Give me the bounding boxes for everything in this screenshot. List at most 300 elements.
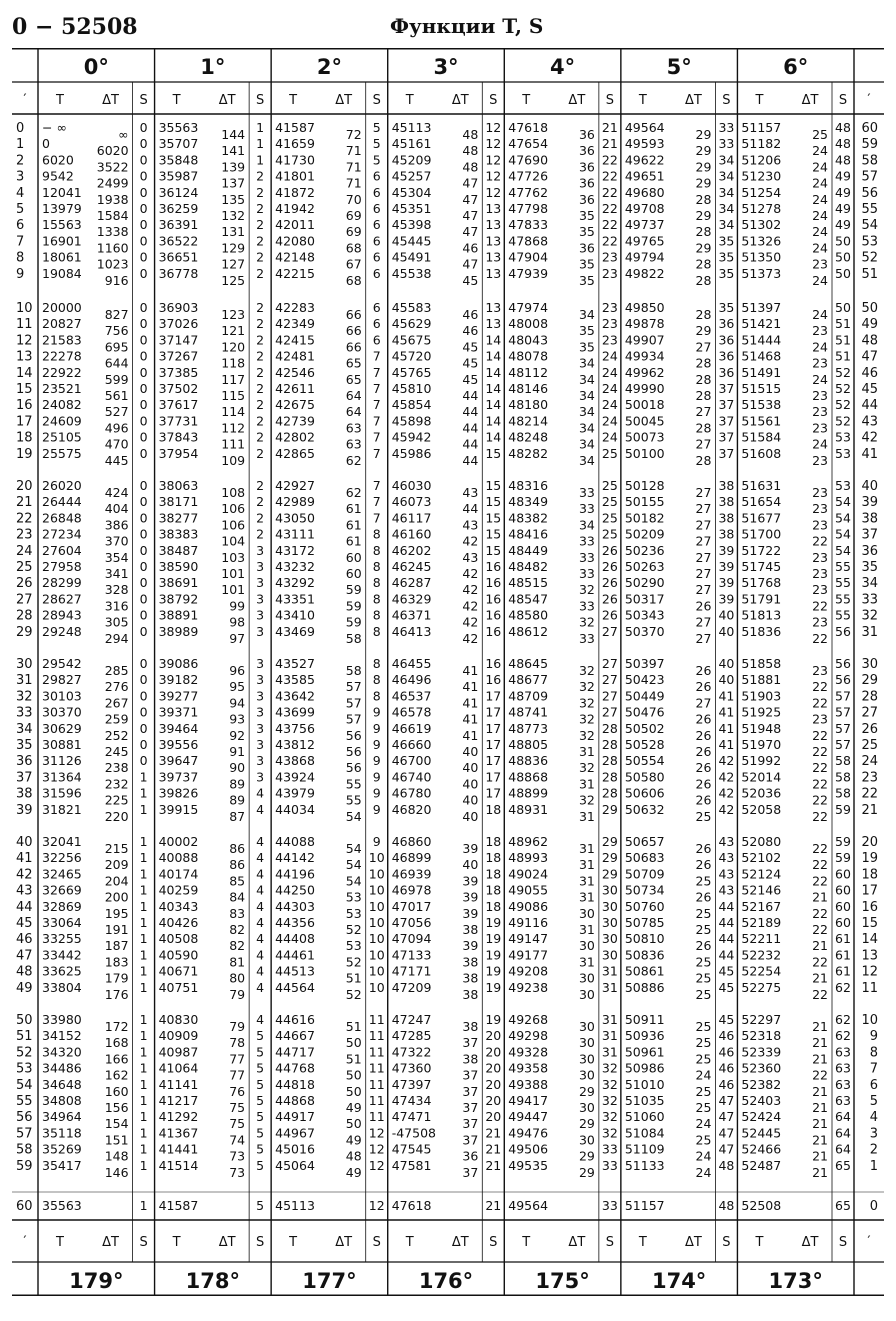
s-value: 1 [139, 1141, 148, 1157]
dt-value: 30 [578, 905, 595, 921]
t-value: 46329 [391, 591, 432, 607]
dt-value: 27 [695, 695, 712, 711]
s-value: 1 [139, 1044, 148, 1060]
t-value: 38277 [158, 510, 199, 526]
s-value: 46 [718, 1028, 735, 1044]
dt-value: 225 [104, 792, 129, 808]
t-value: 50606 [624, 785, 665, 801]
s-value: 0 [139, 575, 148, 591]
t-value: 43232 [275, 559, 315, 574]
dt-value: 204 [104, 873, 129, 889]
dt-value: 50 [345, 1083, 362, 1099]
t-value: 49298 [508, 1028, 549, 1044]
s-value: 4 [256, 963, 265, 979]
s-value: 38 [718, 526, 735, 542]
s-value: 10 [368, 947, 385, 963]
s-value: 0 [139, 300, 148, 315]
s-value: 25 [601, 526, 618, 542]
s-value: 17 [485, 720, 502, 736]
minute-value: 37 [16, 770, 33, 786]
dt-value: 87 [229, 808, 246, 824]
t-value: 35417 [42, 1157, 82, 1173]
minute-value-right: 36 [861, 543, 878, 559]
t-value: 43351 [275, 591, 315, 607]
dt-value: 30 [578, 970, 595, 986]
s-value: 28 [601, 785, 618, 801]
minute-value: 47 [16, 948, 33, 964]
s-value: 8 [372, 575, 381, 591]
dt-value: 32 [578, 663, 595, 678]
t-value: 39182 [158, 672, 199, 688]
s-value: 36 [718, 364, 735, 380]
minute-value: 20 [16, 479, 33, 494]
dt-value: 25 [695, 808, 712, 824]
t-value: 34152 [42, 1028, 82, 1044]
dt-value: 41 [462, 663, 479, 678]
page-code: 0 − 52508 [12, 14, 138, 40]
t-value: 51970 [741, 737, 782, 752]
t-value: 51182 [741, 136, 782, 152]
t-value: 30103 [42, 688, 82, 704]
t-value: 28943 [42, 607, 82, 623]
t-value: 51677 [741, 510, 782, 526]
minute-value-right: 9 [869, 1029, 878, 1045]
t-value: 48349 [508, 494, 549, 510]
s-label: S [722, 1235, 731, 1250]
t-value: 40508 [158, 931, 199, 947]
t-value: 26444 [42, 494, 82, 510]
t-value: 49358 [508, 1060, 549, 1076]
dt-value: 176 [104, 986, 129, 1002]
t-label: T [172, 1235, 181, 1250]
t-value: 51084 [624, 1125, 665, 1141]
dt-value: 22 [812, 630, 828, 646]
t-value: 35563 [158, 120, 199, 135]
t-value: 0 [42, 136, 50, 152]
dt-value: 101 [221, 566, 246, 581]
minute-value-right: 32 [861, 608, 878, 624]
page-title: Функции T, S [390, 14, 544, 38]
s-value: 18 [485, 801, 502, 817]
t-value: 50018 [624, 397, 665, 413]
s-value: 13 [485, 300, 502, 315]
s-value: 48 [835, 152, 851, 168]
dt-value: 62 [345, 485, 362, 500]
dt-value: 86 [229, 841, 246, 856]
s-value: 31 [601, 1028, 618, 1044]
dt-value: 34 [578, 307, 595, 322]
s-value: 40 [718, 607, 735, 623]
dt-value: 23 [812, 566, 828, 581]
t-value: 49447 [508, 1109, 549, 1125]
s-value: 36 [718, 348, 735, 364]
minute-value: 49 [16, 980, 33, 996]
s-value: 2 [256, 300, 265, 315]
t-value: 39647 [158, 753, 199, 769]
minute-value-right: 16 [861, 899, 878, 915]
minute-value-right: 11 [861, 980, 878, 996]
s-value: 6 [372, 233, 381, 249]
s-value: 9 [372, 737, 381, 752]
minute-value: 4 [16, 185, 25, 201]
s-value: 3 [256, 623, 265, 639]
s-value: 50 [835, 233, 851, 249]
s-value: 38 [718, 510, 735, 526]
dt-value: 49 [345, 1100, 362, 1115]
dt-value: 33 [578, 533, 595, 549]
t-value: 50683 [624, 850, 665, 866]
t-value: 48180 [508, 397, 549, 413]
s-value: 11 [368, 1093, 385, 1108]
minute-value-right: 6 [869, 1077, 878, 1093]
t-value: 49268 [508, 1012, 549, 1027]
s-value: 38 [718, 478, 735, 493]
s-value: 15 [485, 445, 502, 461]
t-value: 13979 [42, 201, 82, 216]
t-value: 51491 [741, 364, 782, 380]
dt-value: 47 [462, 175, 479, 191]
t-value: 51515 [741, 381, 782, 396]
t-value: 47798 [508, 201, 549, 216]
t-value: 52124 [741, 866, 782, 882]
t-value: 32669 [42, 882, 82, 898]
dt-value: 44 [462, 420, 479, 436]
dt-value: 39 [462, 873, 479, 889]
dt-value: 24 [812, 224, 828, 240]
dt-value: 25 [695, 1051, 712, 1067]
t-value: 48008 [508, 316, 549, 332]
t-value: 50290 [624, 575, 665, 591]
minute-value-right: 2 [869, 1142, 878, 1158]
dt-value: 24 [812, 436, 828, 452]
minute-value-right: 22 [861, 786, 878, 802]
s-value: 62 [835, 979, 851, 995]
s-value: 47 [718, 1141, 735, 1157]
t-value: 48899 [508, 785, 549, 801]
dt-value: 45 [462, 355, 479, 371]
dt-value: 40 [462, 744, 479, 759]
dt-value: 27 [695, 339, 712, 355]
s-value: 23 [601, 332, 618, 348]
s-value: 0 [139, 381, 148, 396]
dt-value: 23 [812, 614, 828, 630]
dt-value: 38 [462, 986, 479, 1002]
t-value: 46939 [391, 866, 432, 882]
dt-label: ΔT [801, 1235, 819, 1250]
dt-value: 121 [221, 323, 246, 339]
s-value: 8 [372, 591, 381, 607]
dt-value: 53 [345, 889, 362, 905]
minute-value-right: 47 [861, 349, 878, 365]
s-value: 26 [601, 607, 618, 623]
s-value: 19 [485, 915, 502, 930]
dt-value: 39 [462, 905, 479, 921]
s-value: 42 [718, 769, 735, 785]
s-value: 4 [256, 898, 265, 914]
dt-value: 35 [578, 339, 595, 355]
t-value: 44967 [275, 1125, 315, 1141]
s-value: 2 [256, 381, 265, 396]
t-value: 16901 [42, 233, 82, 249]
t-value: 46496 [391, 672, 432, 688]
dt-value: 21 [812, 1019, 828, 1034]
dt-value: 33 [578, 630, 595, 646]
t-value: 46899 [391, 850, 432, 866]
t-value: 38691 [158, 575, 199, 591]
t-label: T [755, 93, 764, 108]
t-value: 43469 [275, 623, 315, 639]
dt-value: 24 [695, 1148, 712, 1164]
s-value: 43 [718, 850, 735, 866]
dt-value: 93 [229, 711, 246, 727]
minute-value-right: 15 [861, 916, 878, 931]
t-value: 41801 [275, 168, 315, 184]
t-value: 40343 [158, 898, 199, 914]
t-value: 37147 [158, 332, 199, 348]
t-value: 51925 [741, 704, 782, 720]
t-value: 47726 [508, 168, 549, 184]
s-value: 58 [835, 785, 851, 801]
t-value: 43812 [275, 737, 315, 752]
s-value: 6 [372, 184, 381, 200]
dt-value: 49 [345, 1164, 362, 1180]
dt-value: 31 [578, 857, 595, 873]
t-value: 38590 [158, 559, 199, 574]
s-value: 1 [139, 850, 148, 866]
dt-value: 47 [462, 224, 479, 240]
s-value: 26 [601, 559, 618, 574]
s-value: 0 [139, 526, 148, 542]
s-value: 15 [485, 526, 502, 542]
t-value: 49177 [508, 947, 549, 963]
t-value: 51631 [741, 478, 782, 493]
s-value: 27 [601, 656, 618, 671]
t-value: 50886 [624, 979, 665, 995]
s-value: 54 [835, 510, 851, 526]
s-value: 4 [256, 947, 265, 963]
s-value: 46 [718, 1076, 735, 1092]
s-value: 14 [485, 332, 502, 348]
dt-value: 294 [104, 630, 129, 646]
s-value: 3 [256, 688, 265, 704]
s-value: 34 [718, 184, 735, 200]
t-value: 44513 [275, 963, 315, 979]
dt-value: 25 [695, 954, 712, 970]
s-value: 35 [718, 300, 735, 315]
minute-value: 15 [16, 382, 33, 397]
t-value: 44088 [275, 834, 315, 849]
s-value: 15 [485, 478, 502, 493]
dt-value: 41 [462, 711, 479, 727]
degree-footer: 175° [535, 1269, 590, 1293]
t-value: 49506 [508, 1141, 549, 1157]
t-value: 34648 [42, 1076, 82, 1092]
s-value: 53 [835, 478, 851, 493]
dt-value: 21 [812, 1164, 828, 1180]
minute-value: 30 [16, 657, 33, 672]
dt-value: 26 [695, 727, 712, 743]
dt-value: 34 [578, 371, 595, 387]
s-value: 12 [368, 1141, 385, 1157]
s-value: 52 [835, 364, 851, 380]
s-value: 57 [835, 720, 851, 736]
t-value: 49765 [624, 233, 665, 249]
s-value: 9 [372, 753, 381, 769]
s-value: 55 [835, 575, 851, 591]
t-value: 37731 [158, 413, 199, 429]
dt-value: 24 [695, 1067, 712, 1083]
s-value: 29 [601, 834, 618, 849]
dt-value: 76 [229, 1083, 246, 1099]
t-value: 50476 [624, 704, 665, 720]
t-value: 35563 [42, 1198, 82, 1213]
s-value: 39 [718, 559, 735, 574]
t-value: 47209 [391, 979, 432, 995]
dt-value: 103 [221, 549, 246, 565]
dt-label: ΔT [102, 1235, 119, 1250]
dt-value: 33 [578, 501, 595, 517]
dt-value: 38 [462, 1019, 479, 1034]
dt-value: 22 [812, 986, 828, 1002]
s-value: 16 [485, 623, 502, 639]
s-value: 2 [256, 526, 265, 542]
dt-value: 98 [229, 614, 246, 630]
dt-value: 23 [812, 420, 828, 436]
dt-value: 25 [695, 1019, 712, 1034]
dt-value: 172 [104, 1019, 129, 1034]
s-value: 19 [485, 963, 502, 979]
s-value: 44 [718, 915, 735, 930]
s-value: 54 [835, 542, 851, 558]
dt-value: 24 [812, 339, 828, 355]
t-value: 42802 [275, 429, 315, 445]
s-value: 40 [718, 656, 735, 671]
dt-value: 101 [221, 582, 246, 598]
s-value: 31 [601, 1012, 618, 1027]
s-value: 3 [256, 737, 265, 752]
t-value: 31596 [42, 785, 82, 801]
t-value: 29827 [42, 672, 82, 688]
dt-value: 187 [104, 938, 129, 954]
t-value: 49238 [508, 979, 549, 995]
t-value: 46030 [391, 478, 432, 493]
t-value: 50760 [624, 898, 665, 914]
t-value: 49878 [624, 316, 665, 332]
s-value: 42 [718, 753, 735, 769]
dt-value: 29 [578, 1164, 595, 1180]
minute-value-right: 13 [861, 948, 878, 964]
s-value: 23 [601, 316, 618, 332]
t-value: 28627 [42, 591, 82, 607]
minute-value: 45 [16, 916, 33, 931]
minute-value: 1 [16, 137, 25, 153]
s-value: 2 [256, 445, 265, 461]
s-value: 18 [485, 898, 502, 914]
t-value: 48645 [508, 656, 549, 671]
t-value: 38383 [158, 526, 199, 542]
dt-value: 73 [229, 1148, 246, 1164]
t-value: 44196 [275, 866, 315, 882]
s-value: 26 [601, 591, 618, 607]
t-value: 50528 [624, 737, 665, 752]
t-value: 45629 [391, 316, 432, 332]
t-value: 48580 [508, 607, 549, 623]
dt-value: 109 [221, 452, 246, 468]
dt-value: 179 [104, 970, 129, 986]
s-value: 20 [485, 1109, 502, 1125]
dt-value: 37 [462, 1132, 479, 1148]
s-value: 1 [139, 931, 148, 947]
dt-value: 120 [221, 339, 246, 355]
minute-value-right: 43 [861, 414, 878, 430]
s-value: 30 [601, 898, 618, 914]
t-value: 25105 [42, 429, 82, 445]
s-value: 17 [485, 753, 502, 769]
t-value: 51608 [741, 445, 782, 461]
t-value: 12041 [42, 184, 82, 200]
dt-value: 26 [695, 663, 712, 678]
s-value: 10 [368, 866, 385, 882]
dt-value: 89 [229, 792, 246, 808]
dt-value: 40 [462, 776, 479, 792]
dt-value: 354 [104, 549, 129, 565]
t-value: 46978 [391, 882, 432, 898]
s-value: 6 [372, 249, 381, 265]
t-value: 33064 [42, 915, 82, 930]
t-value: 51813 [741, 607, 782, 623]
degree-header: 3° [433, 55, 459, 79]
s-value: 39 [718, 591, 735, 607]
t-value: 43050 [275, 510, 315, 526]
s-value: 30 [601, 931, 618, 947]
dt-value: 23 [812, 485, 828, 500]
t-label: T [522, 1235, 531, 1250]
dt-value: 61 [345, 517, 362, 533]
s-value: 1 [139, 1060, 148, 1076]
dt-value: 25 [695, 873, 712, 889]
t-value: 50936 [624, 1028, 665, 1044]
s-value: 3 [256, 769, 265, 785]
t-value: 50343 [624, 607, 665, 623]
s-value: 6 [372, 332, 381, 348]
t-value: 51444 [741, 332, 782, 348]
dt-value: 916 [104, 272, 129, 288]
dt-value: 39 [462, 889, 479, 905]
t-value: 51768 [741, 575, 782, 591]
dt-value: 1584 [96, 208, 129, 223]
t-value: 52275 [741, 979, 782, 995]
dt-value: 44 [462, 436, 479, 452]
dt-value: 37 [462, 1100, 479, 1115]
s-value: 7 [372, 478, 381, 493]
dt-value: 341 [104, 566, 129, 581]
t-value: 48043 [508, 332, 549, 348]
t-value: 41441 [158, 1141, 199, 1157]
s-value: 0 [139, 672, 148, 688]
s-value: 24 [601, 381, 618, 396]
s-value: 24 [601, 429, 618, 445]
dt-value: 21 [812, 1148, 828, 1164]
s-label: S [256, 1235, 265, 1250]
dt-label: ΔT [335, 1235, 353, 1250]
dt-value: 28 [695, 224, 712, 240]
dt-value: 27 [695, 614, 712, 630]
minute-value: 40 [16, 835, 33, 850]
dt-value: 424 [104, 485, 129, 500]
minute-value-right: 51 [861, 266, 878, 282]
dt-value: 61 [345, 533, 362, 549]
s-value: 4 [256, 834, 265, 849]
